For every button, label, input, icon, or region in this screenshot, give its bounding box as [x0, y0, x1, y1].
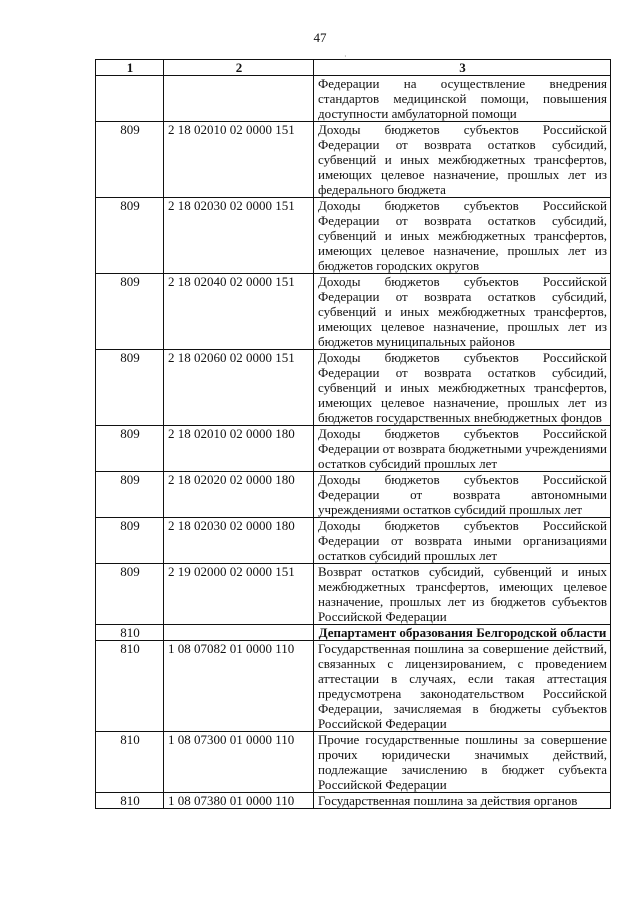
revenue-name-cell: Доходы бюджетов субъектов Российской Федерации от возврата иными организациями остатков субсидий прошлых лет: [314, 518, 611, 564]
budget-codes-table: [95, 59, 611, 809]
budget-classification-code-cell: 2 19 02000 02 0000 151: [164, 564, 314, 625]
page-number: 47: [313, 30, 327, 45]
budget-classification-code-cell: [164, 76, 314, 122]
budget-classification-code-cell: 2 18 02010 02 0000 151: [164, 122, 314, 198]
budget-classification-code-cell: [164, 625, 314, 641]
revenue-name-cell: Государственная пошлина за действия органов: [314, 793, 611, 809]
admin-code-cell: 809: [96, 122, 164, 198]
admin-code-cell: 809: [96, 274, 164, 350]
admin-code-cell: 809: [96, 472, 164, 518]
revenue-name-cell: Прочие государственные пошлины за совершение прочих юридически значимых действий, подлежащие зачислению в бюджет субъекта Российской Федерации: [314, 732, 611, 793]
admin-code-cell: 809: [96, 350, 164, 426]
budget-classification-code-cell: 1 08 07082 01 0000 110: [164, 641, 314, 732]
admin-code-cell: 809: [96, 426, 164, 472]
admin-code-cell: 810: [96, 793, 164, 809]
admin-code-cell: 810: [96, 732, 164, 793]
budget-classification-code-cell: 2 18 02010 02 0000 180: [164, 426, 314, 472]
budget-classification-code-cell: 2 18 02020 02 0000 180: [164, 472, 314, 518]
table-row: [96, 426, 611, 472]
table-row: [96, 198, 611, 274]
table-row: [96, 518, 611, 564]
admin-code-cell: [96, 76, 164, 122]
revenue-name-cell: Государственная пошлина за совершение действий, связанных с лицензированием, с проведением аттестации в случаях, если такая аттестация предусмотрена законодательством Российской Федерации, зачисляемая в бюджеты субъектов Российской Федерации: [314, 641, 611, 732]
table-row: [96, 793, 611, 809]
revenue-name-cell: Доходы бюджетов субъектов Российской Федерации от возврата остатков субсидий, субвенций и иных межбюджетных трансфертов, имеющих целевое назначение, прошлых лет из бюджетов городских округов: [314, 198, 611, 274]
table-row: [96, 350, 611, 426]
budget-classification-code-cell: 1 08 07380 01 0000 110: [164, 793, 314, 809]
revenue-name-cell: Доходы бюджетов субъектов Российской Федерации от возврата остатков субсидий, субвенций и иных межбюджетных трансфертов, имеющих целевое назначение, прошлых лет из бюджетов муниципальных районов: [314, 274, 611, 350]
admin-code-cell: 809: [96, 198, 164, 274]
budget-classification-code-cell: 2 18 02040 02 0000 151: [164, 274, 314, 350]
table-row: [96, 472, 611, 518]
revenue-name-cell: Возврат остатков субсидий, субвенций и иных межбюджетных трансфертов, имеющих целевое назначение, прошлых лет из бюджетов субъектов Российской Федерации: [314, 564, 611, 625]
table-row: [96, 274, 611, 350]
administrator-name-cell: Департамент образования Белгородской области: [314, 625, 611, 641]
budget-classification-code-cell: 2 18 02030 02 0000 180: [164, 518, 314, 564]
table-row: [96, 122, 611, 198]
table-body: [96, 76, 611, 809]
table-row: [96, 641, 611, 732]
admin-code-cell: 809: [96, 564, 164, 625]
revenue-name-cell: Доходы бюджетов субъектов Российской Федерации от возврата автономными учреждениями остатков субсидий прошлых лет: [314, 472, 611, 518]
revenue-name-cell: Доходы бюджетов субъектов Российской Федерации от возврата остатков субсидий, субвенций и иных межбюджетных трансфертов, имеющих целевое назначение, прошлых лет из федерального бюджета: [314, 122, 611, 198]
table-section-row: [96, 625, 611, 641]
table-header-row: [96, 60, 611, 76]
table-row: [96, 564, 611, 625]
revenue-name-cell: Доходы бюджетов субъектов Российской Федерации от возврата остатков субсидий, субвенций и иных межбюджетных трансфертов, имеющих целевое назначение, прошлых лет из бюджетов государственных внебюджетных фондов: [314, 350, 611, 426]
table-row: [96, 732, 611, 793]
header-col-1: 1: [96, 60, 164, 76]
admin-code-cell: 810: [96, 625, 164, 641]
revenue-name-cell: Доходы бюджетов субъектов Российской Федерации от возврата бюджетными учреждениями остатков субсидий прошлых лет: [314, 426, 611, 472]
scan-mark: ·: [344, 52, 347, 61]
table-row: [96, 76, 611, 122]
header-col-2: 2: [164, 60, 314, 76]
admin-code-cell: 809: [96, 518, 164, 564]
budget-classification-code-cell: 2 18 02060 02 0000 151: [164, 350, 314, 426]
budget-classification-code-cell: 1 08 07300 01 0000 110: [164, 732, 314, 793]
revenue-name-cell: Федерации на осуществление внедрения стандартов медицинской помощи, повышения доступности амбулаторной помощи: [314, 76, 611, 122]
header-col-3: 3: [314, 60, 611, 76]
admin-code-cell: 810: [96, 641, 164, 732]
budget-classification-code-cell: 2 18 02030 02 0000 151: [164, 198, 314, 274]
